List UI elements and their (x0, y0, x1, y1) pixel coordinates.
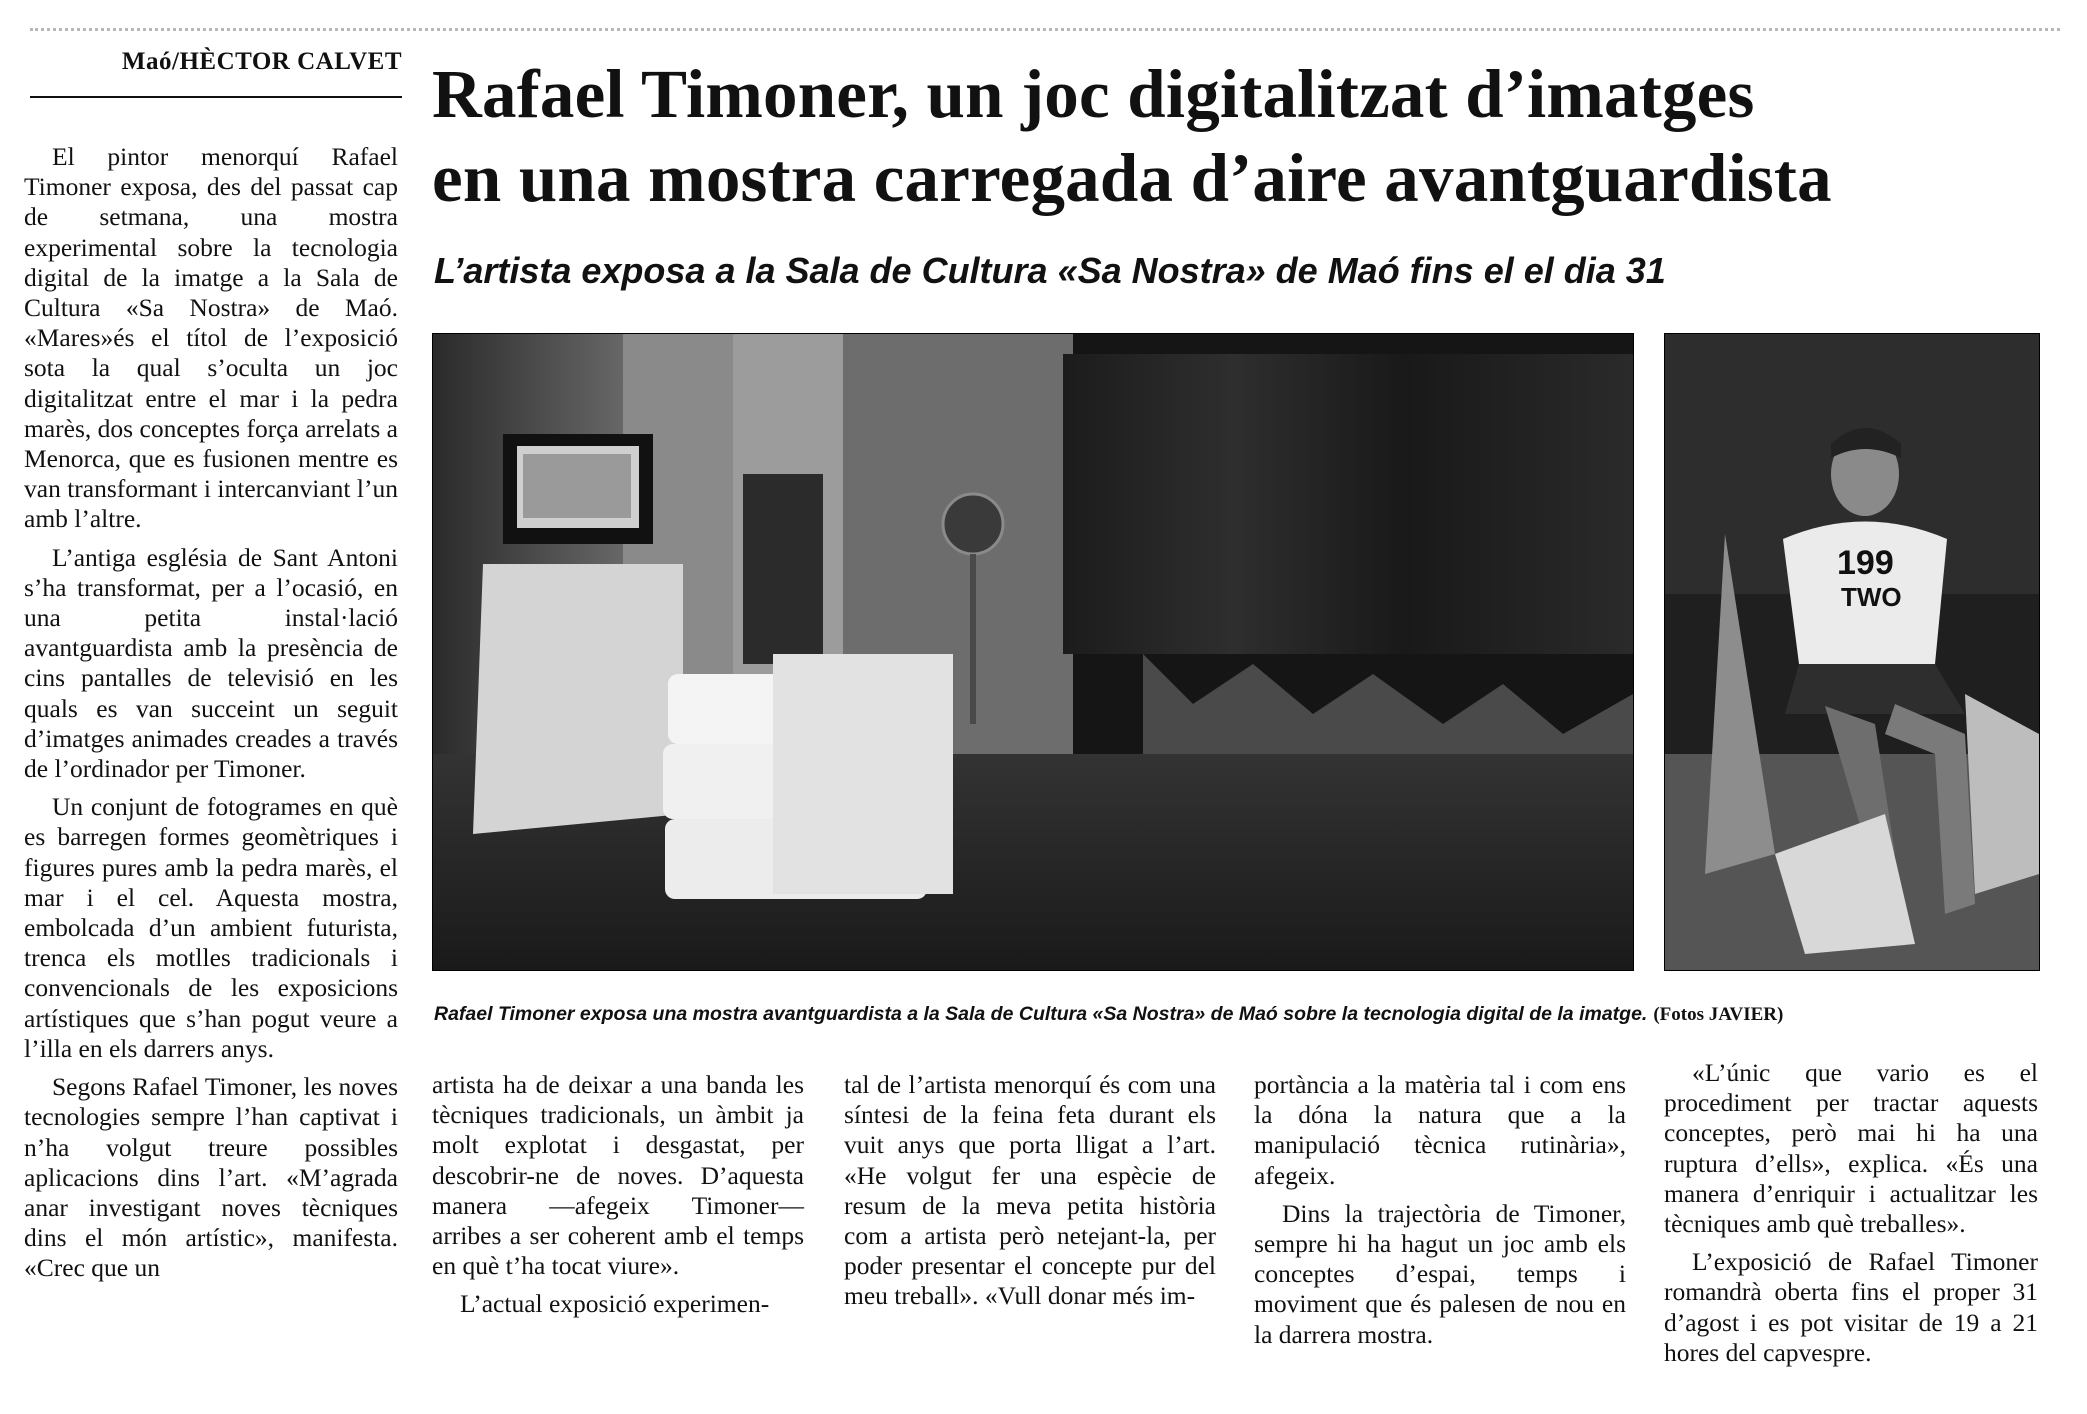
article-column-1 (24, 142, 398, 1292)
shirt-text-line-1: 199 (1837, 544, 1894, 582)
installation-photo-image (433, 334, 1633, 970)
shirt-text-line-2: TWO (1841, 582, 1902, 612)
article-column-4 (1254, 1070, 1626, 1358)
article-column-2 (432, 1070, 804, 1328)
headline-line-2: en una mostra carregada d’aire avantguardista (432, 140, 1832, 216)
top-rule (30, 28, 2060, 31)
photo-credit: (Fotos JAVIER) (1653, 1004, 1784, 1025)
photo-caption (434, 1003, 2054, 1026)
byline-rule (30, 96, 402, 98)
artist-photo-image (1665, 334, 2039, 970)
caption-text: Rafael Timoner exposa una mostra avantguardista a la Sala de Cultura «Sa Nostra» de Maó sobre la tecnologia digital de la imatge. (434, 1003, 1648, 1025)
paragraph: Dins la trajectòria de Timoner, sempre hi ha hagut un joc amb els conceptes d’espai, temps i moviment que és palesen de nou en la darrera mostra. (1254, 1198, 1626, 1349)
paragraph: El pintor menorquí Rafael Timoner exposa, des del passat cap de setmana, una mostra experimental sobre la tecnologia digital de la imatge a la Sala de Cultura «Sa Nostra» de Maó. «Mares»és el títol de l’exposició sota la qual s’oculta un joc digitalitzat entre el mar i la pedra marès, dos conceptes força arrelats a Menorca, que es fusionen mentre es van transformant i intercanviant l’un amb l’altre. (24, 142, 398, 534)
headline-line-1: Rafael Timoner, un joc digitalitzat d’imatges (432, 56, 1755, 132)
byline: Maó/HÈCTOR CALVET (121, 48, 402, 75)
article-column-3 (844, 1070, 1216, 1320)
paragraph: L’exposició de Rafael Timoner romandrà oberta fins el proper 31 d’agost i es pot visitar de 19 a 21 hores del capvespre. (1664, 1247, 2038, 1367)
subheadline: L’artista exposa a la Sala de Cultura «Sa Nostra» de Maó fins el el dia 31 (434, 250, 1666, 291)
paragraph: «L’únic que vario es el procediment per tractar aquests conceptes, però mai hi ha una ruptura d’ells», explica. «És una manera d’enriquir i actualitzar les tècniques amb què treballes». (1664, 1058, 2038, 1239)
paragraph: artista ha de deixar a una banda les tècniques tradicionals, un àmbit ja molt explotat i desgastat, per descobrir-ne de noves. D’aquesta manera —afegeix Timoner— arribes a ser coherent amb el temps en què t’ha tocat viure». (432, 1070, 804, 1281)
paragraph: L’actual exposició experimen- (460, 1289, 770, 1319)
paragraph: Segons Rafael Timoner, les noves tecnologies sempre l’han captivat i n’ha volgut treure possibles aplicacions dins l’art. «M’agrada anar investigant noves tècniques dins el món artístic», manifesta. «Crec que un (24, 1072, 398, 1283)
installation-photo (432, 333, 1634, 971)
paragraph: tal de l’artista menorquí és com una síntesi de la feina feta durant els vuit anys que porta lligat a l’art. «He volgut fer una espècie de resum de la meva petita història com a artista però netejant-la, per poder presentar el concepte pur del meu treball». «Vull donar més im- (844, 1070, 1216, 1311)
paragraph: Un conjunt de fotogrames en què es barregen formes geomètriques i figures pures amb la pedra marès, el mar i el cel. Aquesta mostra, embolcada d’un ambient futurista, trenca els motlles tradicionals i convencionals de les exposicions artístiques que s’han pogut veure a l’illa en els darrers anys. (24, 792, 398, 1063)
headline (432, 52, 2062, 220)
paragraph: portància a la matèria tal i com ens la dóna la natura que a la manipulació tècnica rutinària», afegeix. (1254, 1070, 1626, 1190)
article-column-5 (1664, 1058, 2038, 1376)
artist-photo (1664, 333, 2040, 971)
paragraph: L’antiga església de Sant Antoni s’ha transformat, per a l’ocasió, en una petita instal·lació avantguardista amb la presència de cins pantalles de televisió en les quals es van succeint un seguit d’imatges animades creades a través de l’ordinador per Timoner. (24, 542, 398, 784)
